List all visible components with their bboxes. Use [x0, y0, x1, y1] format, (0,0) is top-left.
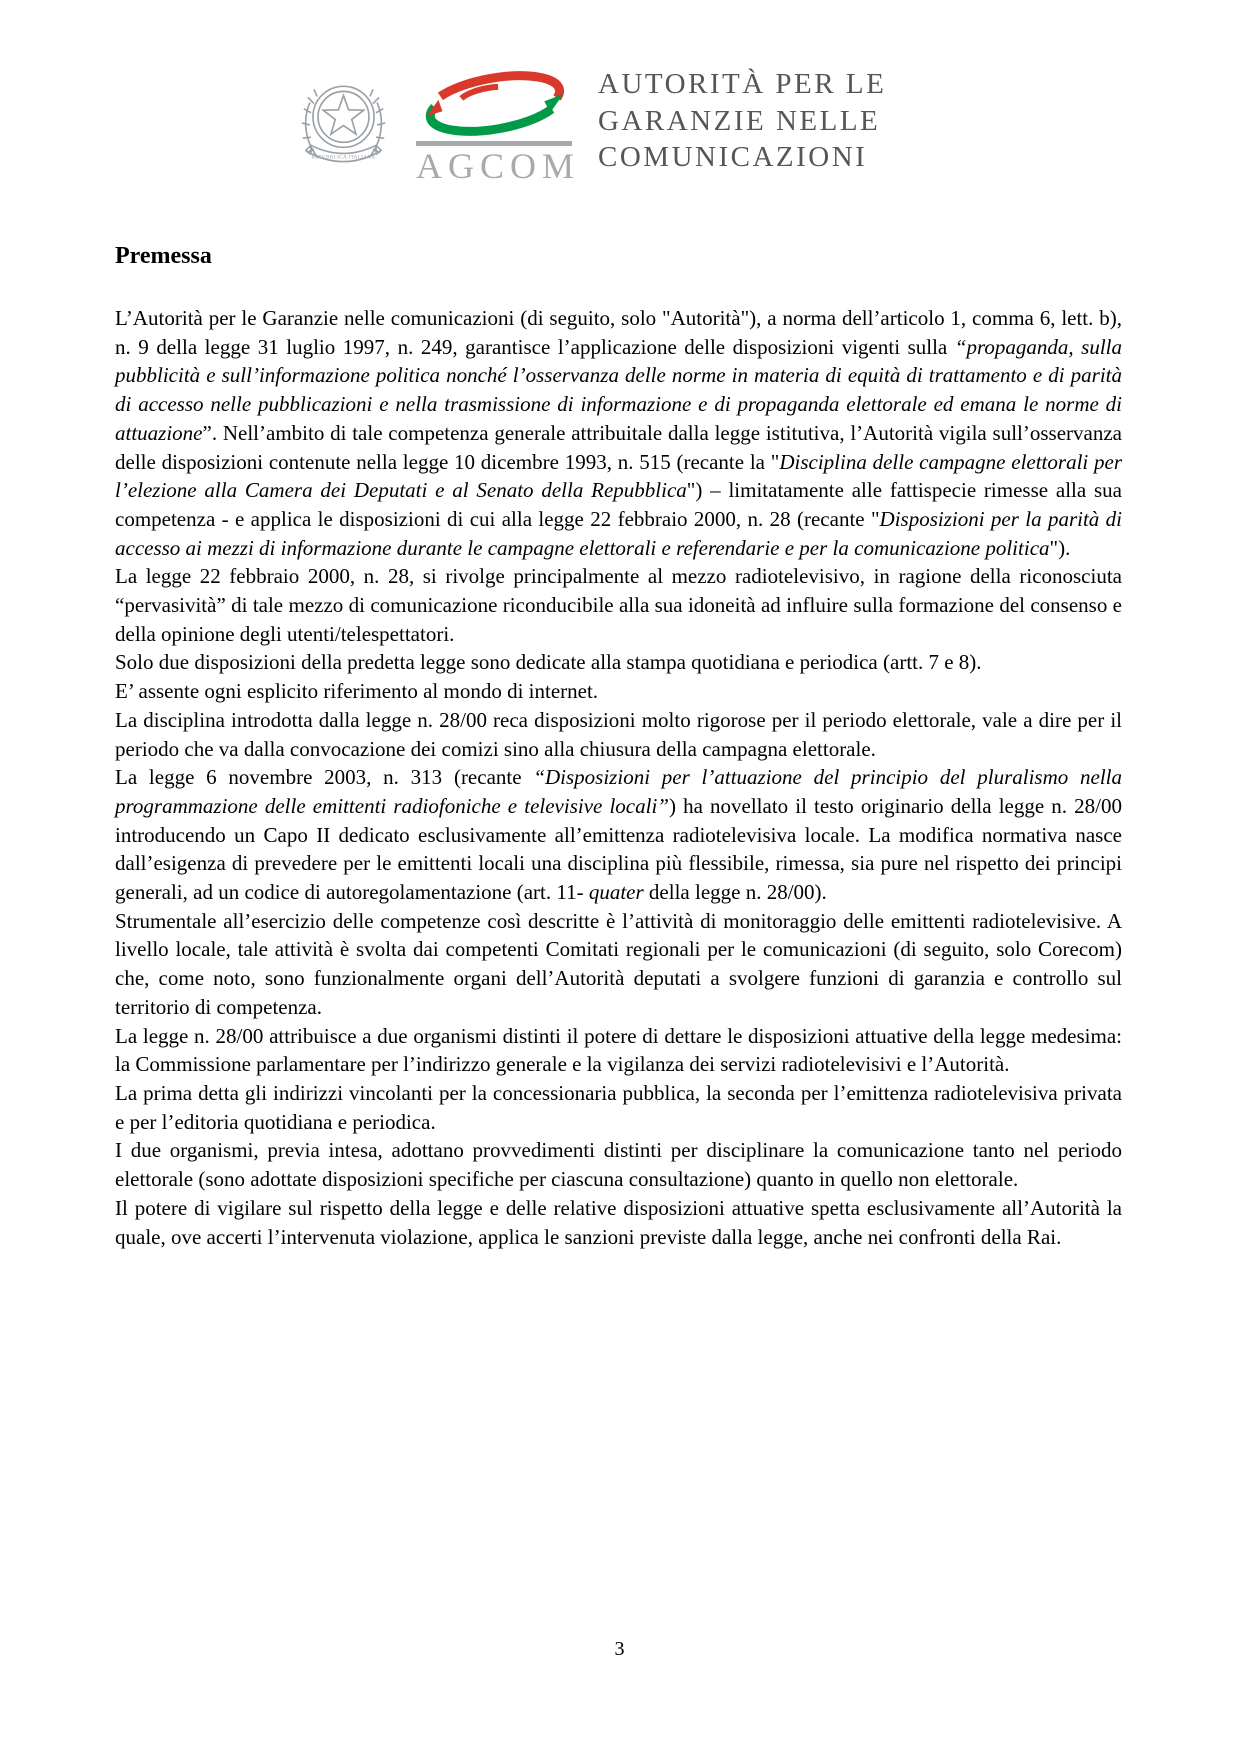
- text-run: Strumentale all’esercizio delle competenze così descritte è l’attività di monitoraggio delle emittenti radiotelevisive. A livello locale, tale attività è svolta dai competenti Comitati regionali per le comunicazioni (di seguito, solo Corecom) che, come noto, sono funzionalmente organi dell’Autorità deputati a svolgere funzioni di garanzia e controllo sul territorio di competenza.: [115, 908, 1122, 1019]
- text-run: La legge n. 28/00 attribuisce a due organismi distinti il potere di dettare le disposizioni attuative della legge medesima: la Commissione parlamentare per l’indirizzo generale e la vigilanza dei servizi radiotelevisivi e l’Autorità.: [115, 1023, 1122, 1077]
- emblem-banner-text: REPVBBLICA ITALIANA: [311, 154, 376, 161]
- document-content: [115, 241, 1122, 1251]
- italic-run: “Disposizioni per l’attuazione del principio del pluralismo nella programmazione delle emittenti radiofoniche e televisive locali”: [115, 765, 1123, 818]
- paragraph: [115, 1022, 1122, 1079]
- authority-title-line-2: GARANZIE NELLE: [598, 104, 881, 137]
- text-run: L’Autorità per le Garanzie nelle comunicazioni (di seguito, solo "Autorità"), a norma dell’articolo 1, comma 6, lett. b), n. 9 della legge 31 luglio 1997, n. 249, garantisce l’applicazione delle disposizioni vigenti sulla: [115, 306, 1122, 359]
- text-run: ”. Nell’ambito di tale competenza generale attribuitale dalla legge istitutiva, l’Autorità vigila sull’osservanza delle disposizioni contenute nella legge 10 dicembre 1993, n. 515 (recante la ": [115, 420, 1122, 474]
- authority-title-line-1: AUTORITÀ PER LE: [598, 68, 887, 100]
- paragraph: [115, 304, 1122, 562]
- document-body: [115, 304, 1122, 1251]
- agcom-wordmark: AGCOM: [416, 146, 581, 186]
- text-run: Il potere di vigilare sul rispetto della legge e delle relative disposizioni attuative spetta esclusivamente all’Autorità la quale, ove accerti l’intervenuta violazione, applica le sanzioni previste dalla legge, anche nei confronti della Rai.: [115, 1195, 1122, 1249]
- italic-run: Disposizioni per la parità di accesso ai mezzi di informazione durante le campagne elettorali e referendarie e per la comunicazione politica: [115, 506, 1122, 560]
- paragraph: [115, 907, 1122, 1022]
- text-run: La prima detta gli indirizzi vincolanti per la concessionaria pubblica, la seconda per l’emittenza radiotelevisiva privata e per l’editoria quotidiana e periodica.: [115, 1080, 1122, 1134]
- agcom-mark: [416, 68, 581, 186]
- text-run: La disciplina introdotta dalla legge n. 28/00 reca disposizioni molto rigorose per il periodo elettorale, vale a dire per il periodo che va dalla convocazione dei comizi sino alla chiusura della campagna elettorale.: [115, 707, 1122, 761]
- text-run: ) ha novellato il testo originario della legge n. 28/00 introducendo un Capo II dedicato esclusivamente all’emittenza radiotelevisiva locale. La modifica normativa nasce dall’esigenza di prevedere per le emittenti locali una disciplina più flessibile, rimessa, sia pure nel rispetto dei principi generali, ad un codice di autoregolamentazione (art. 11-: [115, 793, 1122, 905]
- paragraph: [115, 648, 1122, 677]
- text-run: La legge 6 novembre 2003, n. 313 (recante: [115, 765, 534, 790]
- paragraph: [115, 1194, 1122, 1251]
- page-number: 3: [614, 1638, 625, 1660]
- authority-title-line-3: COMUNICAZIONI: [598, 141, 868, 173]
- paragraph: [115, 706, 1122, 763]
- agcom-letterhead: [0, 0, 1239, 200]
- italian-republic-emblem-icon: [300, 70, 388, 184]
- star-icon: [323, 95, 364, 134]
- section-heading: Premessa: [115, 243, 212, 269]
- text-run: E’ assente ogni esplicito riferimento al mondo di internet.: [115, 679, 599, 704]
- text-run: ") – limitatamente alle fattispecie rimesse alla sua competenza - e applica le disposizioni di cui alla legge 22 febbraio 2000, n. 28 (recante ": [115, 478, 1122, 531]
- text-run: La legge 22 febbraio 2000, n. 28, si rivolge principalmente al mezzo radiotelevisivo, in ragione della riconosciuta “pervasività” di tale mezzo di comunicazione riconducibile alla sua idoneità ad influire sulla formazione del consenso e della opinione degli utenti/telespettatori.: [115, 564, 1122, 646]
- text-run: I due organismi, previa intesa, adottano provvedimenti distinti per disciplinare la comunicazione tanto nel periodo elettorale (sono adottate disposizioni specifiche per ciascuna consultazione) quanto in quello non elettorale.: [115, 1138, 1122, 1192]
- italic-run: Disciplina delle campagne elettorali per l’elezione alla Camera dei Deputati e al Senato della Repubblica: [115, 449, 1122, 503]
- italic-run: quater: [588, 880, 644, 905]
- paragraph: [115, 562, 1122, 648]
- text-run: Solo due disposizioni della predetta legge sono dedicate alla stampa quotidiana e periodica (artt. 7 e 8).: [115, 650, 982, 675]
- agcom-swoosh-icon: [416, 68, 574, 140]
- paragraph: [115, 677, 1122, 706]
- text-run: della legge n. 28/00).: [643, 880, 827, 905]
- italic-run: “propaganda, sulla pubblicità e sull’informazione politica nonché l’osservanza delle norme in materia di equità di trattamento e di parità di accesso nelle pubblicazioni e nella trasmissione di informazione e di propaganda elettorale ed emana le norme di attuazione: [115, 334, 1122, 445]
- paragraph: [115, 1136, 1122, 1193]
- authority-title: [598, 66, 886, 176]
- paragraph: [115, 1079, 1122, 1136]
- paragraph: [115, 763, 1122, 907]
- text-run: ").: [1049, 535, 1071, 560]
